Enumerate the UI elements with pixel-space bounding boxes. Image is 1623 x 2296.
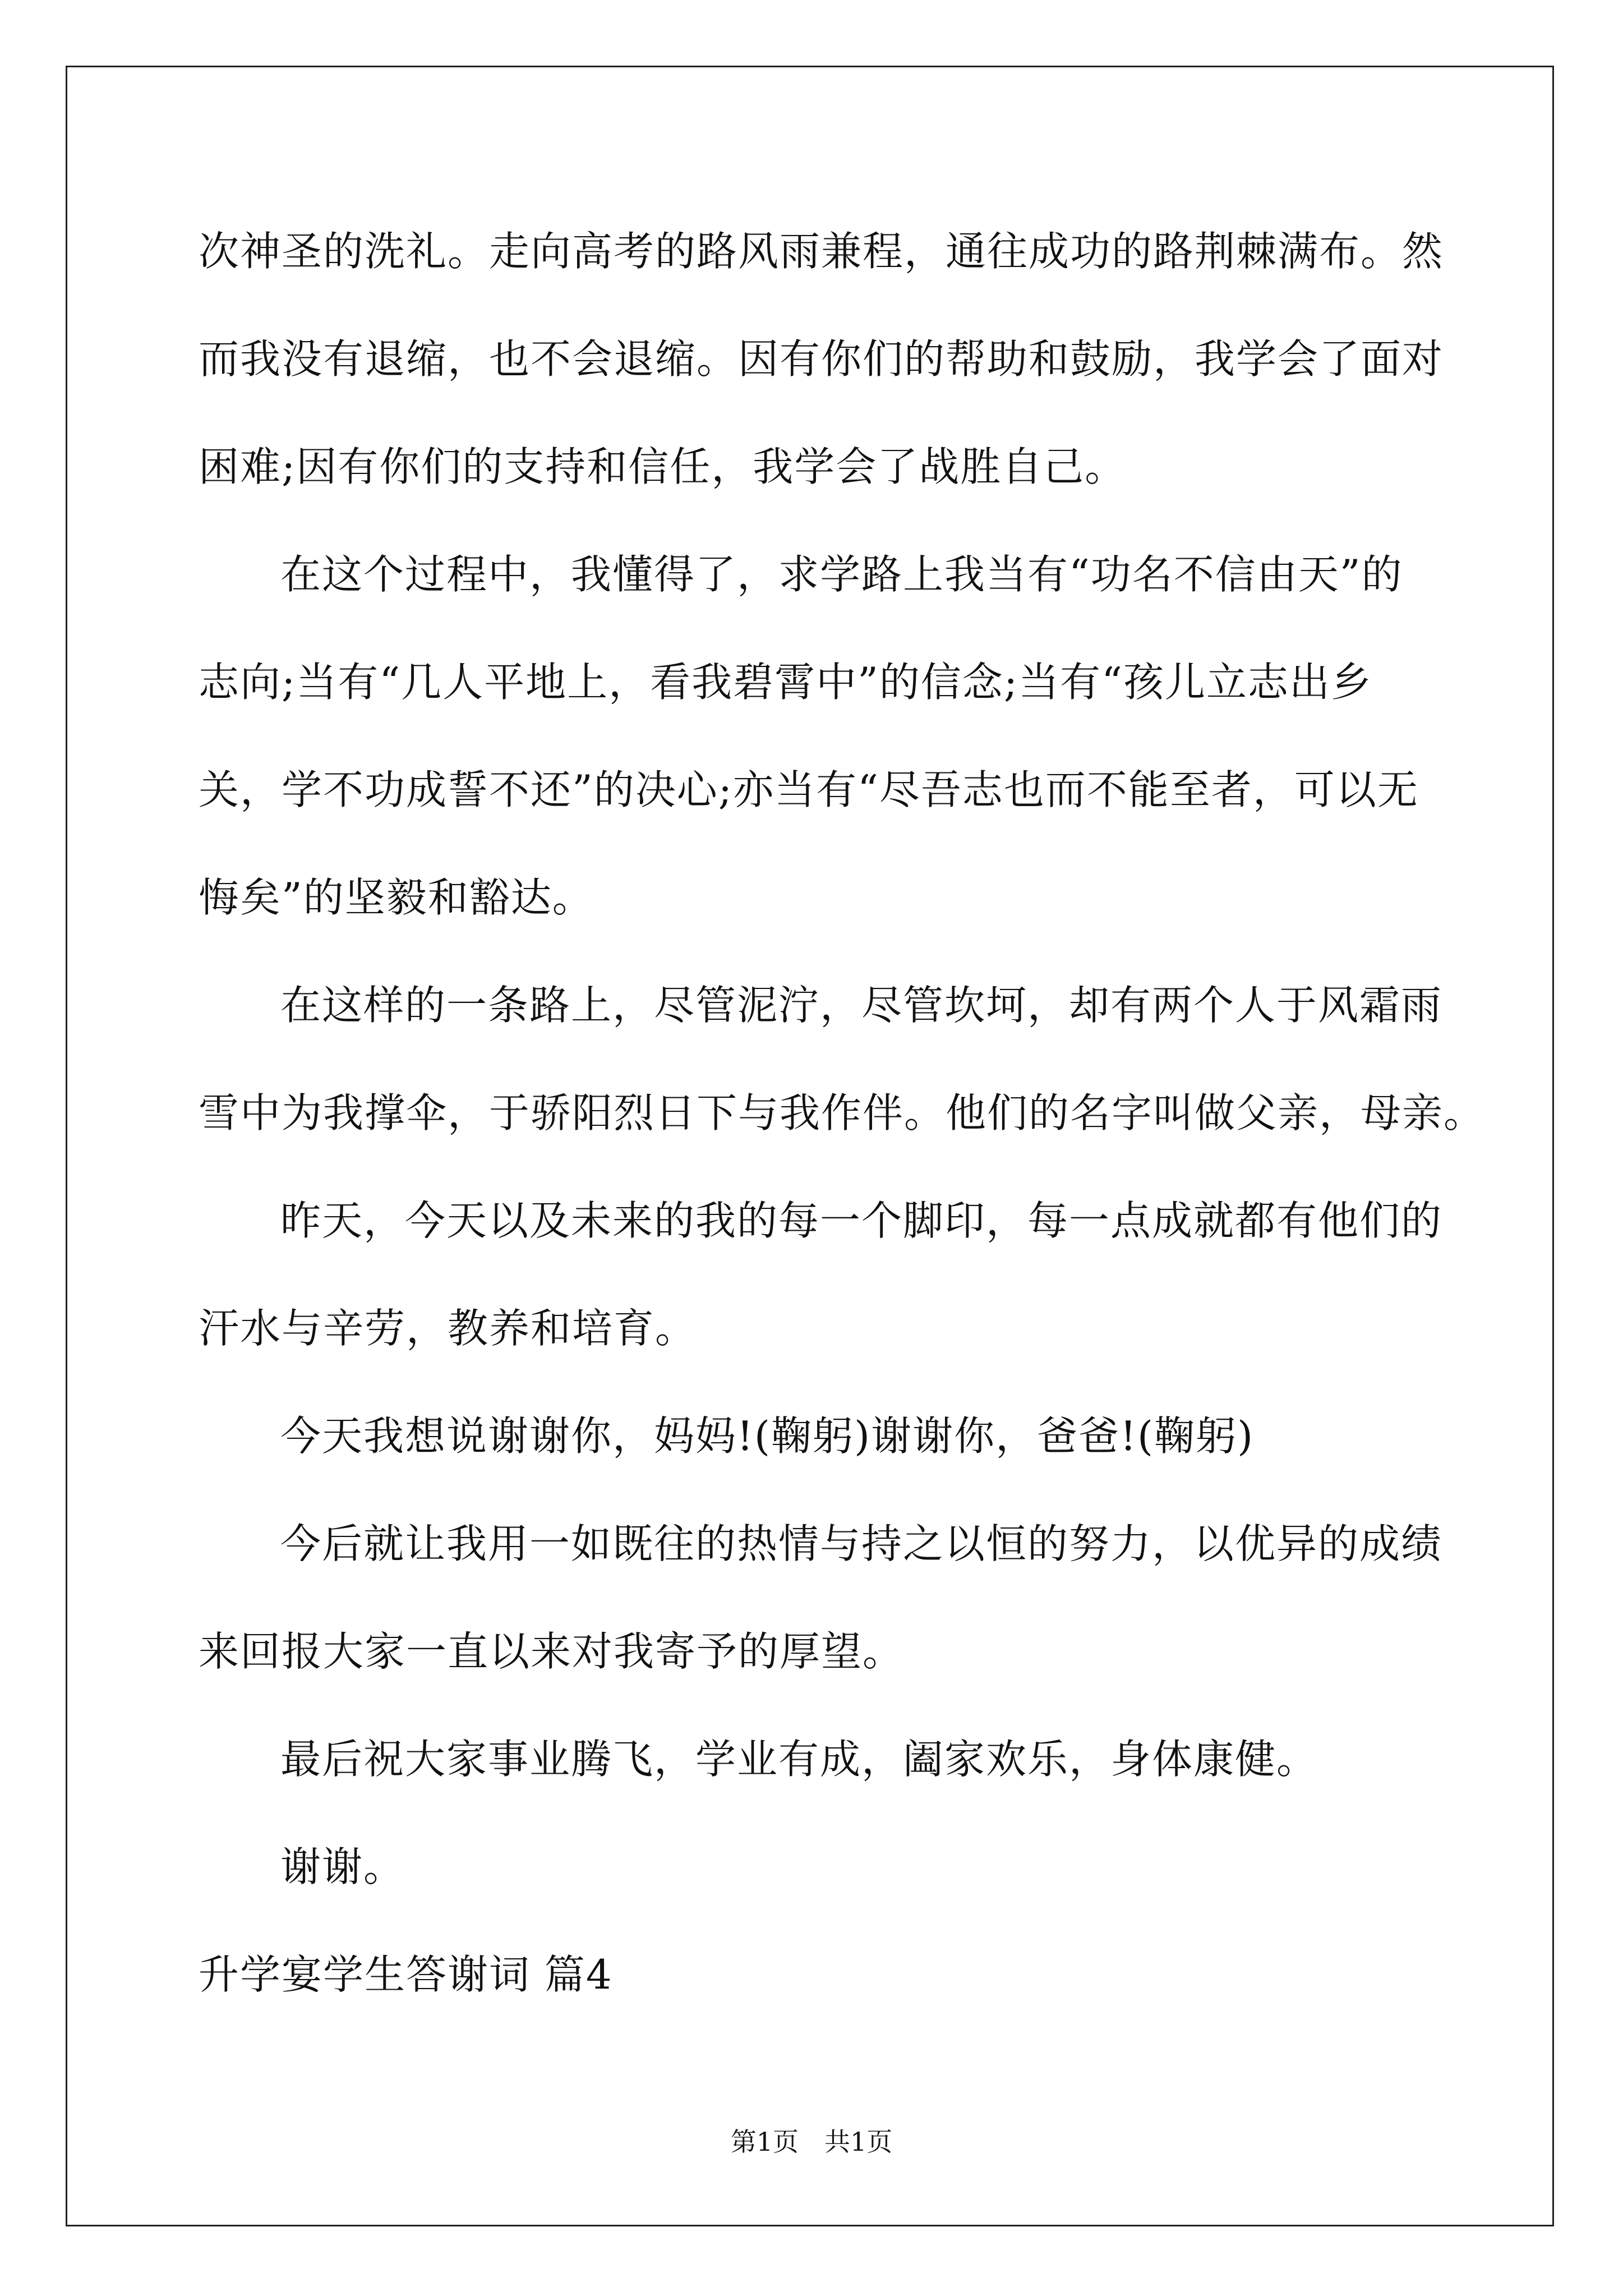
paragraph-2-line-1: 在这个过程中，我懂得了，求学路上我当有“功名不信由天”的 bbox=[280, 551, 1403, 598]
paragraph-1-line-3: 困难;因有你们的支持和信任，我学会了战胜自己。 bbox=[199, 443, 1127, 490]
paragraph-4-line-2: 汗水与辛劳，教养和培育。 bbox=[199, 1305, 697, 1352]
paragraph-5-line-1: 今天我想说谢谢你，妈妈!(鞠躬)谢谢你，爸爸!(鞠躬) bbox=[280, 1412, 1255, 1460]
paragraph-7-line-1: 最后祝大家事业腾飞，学业有成，阖家欢乐，身体康健。 bbox=[280, 1736, 1318, 1783]
paragraph-8-line-1: 谢谢。 bbox=[280, 1843, 405, 1890]
section-heading: 升学宴学生答谢词 篇4 bbox=[199, 1951, 613, 1998]
paragraph-2-line-2: 志向;当有“几人平地上，看我碧霄中”的信念;当有“孩儿立志出乡 bbox=[199, 659, 1372, 706]
paragraph-3-line-2: 雪中为我撑伞，于骄阳烈日下与我作伴。他们的名字叫做父亲，母亲。 bbox=[199, 1089, 1486, 1137]
page-border bbox=[66, 66, 1554, 2226]
paragraph-6-line-1: 今后就让我用一如既往的热情与持之以恒的努力，以优异的成绩 bbox=[280, 1520, 1443, 1567]
page-footer: 第1页 共1页 bbox=[730, 2127, 893, 2157]
paragraph-1-line-2: 而我没有退缩，也不会退缩。因有你们的帮助和鼓励，我学会了面对 bbox=[199, 335, 1444, 383]
paragraph-1-line-1: 次神圣的洗礼。走向高考的路风雨兼程，通往成功的路荆棘满布。然 bbox=[199, 228, 1444, 275]
paragraph-6-line-2: 来回报大家一直以来对我寄予的厚望。 bbox=[199, 1628, 905, 1675]
paragraph-2-line-3: 关，学不功成誓不还”的决心;亦当有“尽吾志也而不能至者，可以无 bbox=[199, 766, 1419, 813]
paragraph-3-line-1: 在这样的一条路上，尽管泥泞，尽管坎坷，却有两个人于风霜雨 bbox=[280, 982, 1443, 1029]
paragraph-4-line-1: 昨天，今天以及未来的我的每一个脚印，每一点成就都有他们的 bbox=[280, 1197, 1443, 1244]
paragraph-2-line-4: 悔矣”的坚毅和豁达。 bbox=[199, 874, 594, 921]
